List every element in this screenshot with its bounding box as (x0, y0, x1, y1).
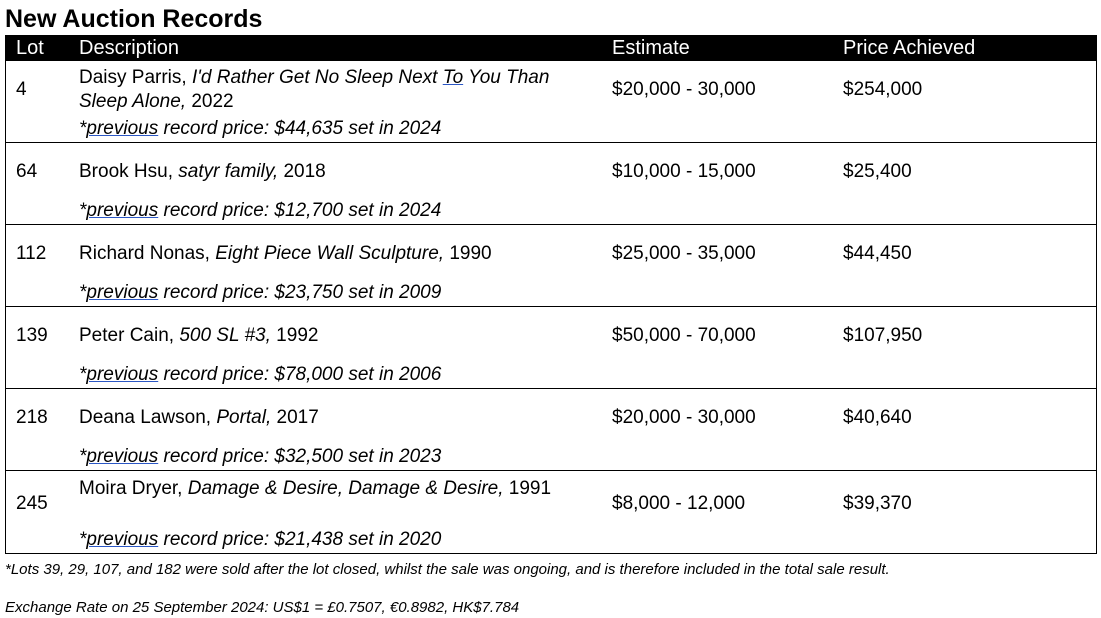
estimate: $10,000 - 15,000 (612, 161, 756, 182)
description (79, 406, 569, 430)
artwork-year: 2018 (278, 161, 326, 182)
artwork-year: 1991 (503, 478, 552, 499)
artwork-title: Damage & Desire, Damage & Desire, (187, 478, 504, 499)
artist-name: Deana Lawson, (79, 407, 217, 428)
previous-record-note: *previous record price: $78,000 set in 2006 (79, 364, 442, 385)
description (79, 242, 569, 266)
artist-name: Peter Cain, (79, 325, 180, 346)
lot-number: 245 (16, 493, 48, 514)
lot-number: 4 (16, 79, 27, 100)
price-achieved: $254,000 (843, 79, 923, 100)
header-description: Description (79, 37, 180, 59)
price-achieved: $39,370 (843, 493, 912, 514)
auction-records-table (5, 35, 1097, 554)
previous-record-note: *previous record price: $21,438 set in 2020 (79, 529, 442, 550)
lot-number: 112 (16, 243, 47, 264)
table-row (5, 143, 1097, 225)
artist-name: Richard Nonas, (79, 243, 216, 264)
artwork-title: 500 SL #3, (179, 325, 271, 346)
header-estimate: Estimate (612, 37, 690, 59)
artwork-year: 2022 (186, 91, 234, 112)
estimate: $25,000 - 35,000 (612, 243, 756, 264)
artist-name: Brook Hsu, (79, 161, 179, 182)
previous-record-note: *previous record price: $44,635 set in 2024 (79, 118, 442, 139)
description (79, 66, 569, 114)
table-row (5, 225, 1097, 307)
artist-name: Moira Dryer, (79, 478, 188, 499)
price-achieved: $107,950 (843, 325, 923, 346)
table-row (5, 389, 1097, 471)
estimate: $50,000 - 70,000 (612, 325, 756, 346)
header-lot: Lot (16, 37, 44, 59)
artwork-year: 1990 (444, 243, 492, 264)
estimate: $20,000 - 30,000 (612, 407, 756, 428)
lot-number: 218 (16, 407, 48, 428)
previous-record-note: *previous record price: $32,500 set in 2023 (79, 446, 442, 467)
price-achieved: $44,450 (843, 243, 912, 264)
estimate: $8,000 - 12,000 (612, 493, 746, 514)
price-achieved: $40,640 (843, 407, 912, 428)
lot-number: 139 (16, 325, 48, 346)
description (79, 160, 569, 184)
lot-number: 64 (16, 161, 38, 182)
artist-name: Daisy Parris, (79, 67, 192, 88)
previous-record-note: *previous record price: $23,750 set in 2009 (79, 282, 442, 303)
artwork-year: 2017 (271, 407, 319, 428)
price-achieved: $25,400 (843, 161, 912, 182)
footnote: *Lots 39, 29, 107, and 182 were sold after the lot closed, whilst the sale was ongoing, and is therefore included in the total sale result. (5, 561, 890, 578)
table-row (5, 471, 1097, 554)
description (79, 477, 569, 501)
artwork-year: 1992 (270, 325, 319, 346)
page-title: New Auction Records (5, 5, 263, 33)
artwork-title: satyr family, (178, 161, 279, 182)
previous-record-note: *previous record price: $12,700 set in 2024 (79, 200, 442, 221)
table-row (5, 61, 1097, 143)
table-header (5, 35, 1097, 61)
description (79, 324, 569, 348)
artwork-title: Portal, (216, 407, 272, 428)
estimate: $20,000 - 30,000 (612, 79, 756, 100)
artwork-title: I'd Rather Get No Sleep Next To You Than Sleep Alone, (79, 67, 550, 112)
header-price-achieved: Price Achieved (843, 37, 976, 59)
table-row (5, 307, 1097, 389)
artwork-title: Eight Piece Wall Sculpture, (215, 243, 445, 264)
exchange-rate-note: Exchange Rate on 25 September 2024: US$1 = £0.7507, €0.8982, HK$7.784 (5, 599, 520, 616)
